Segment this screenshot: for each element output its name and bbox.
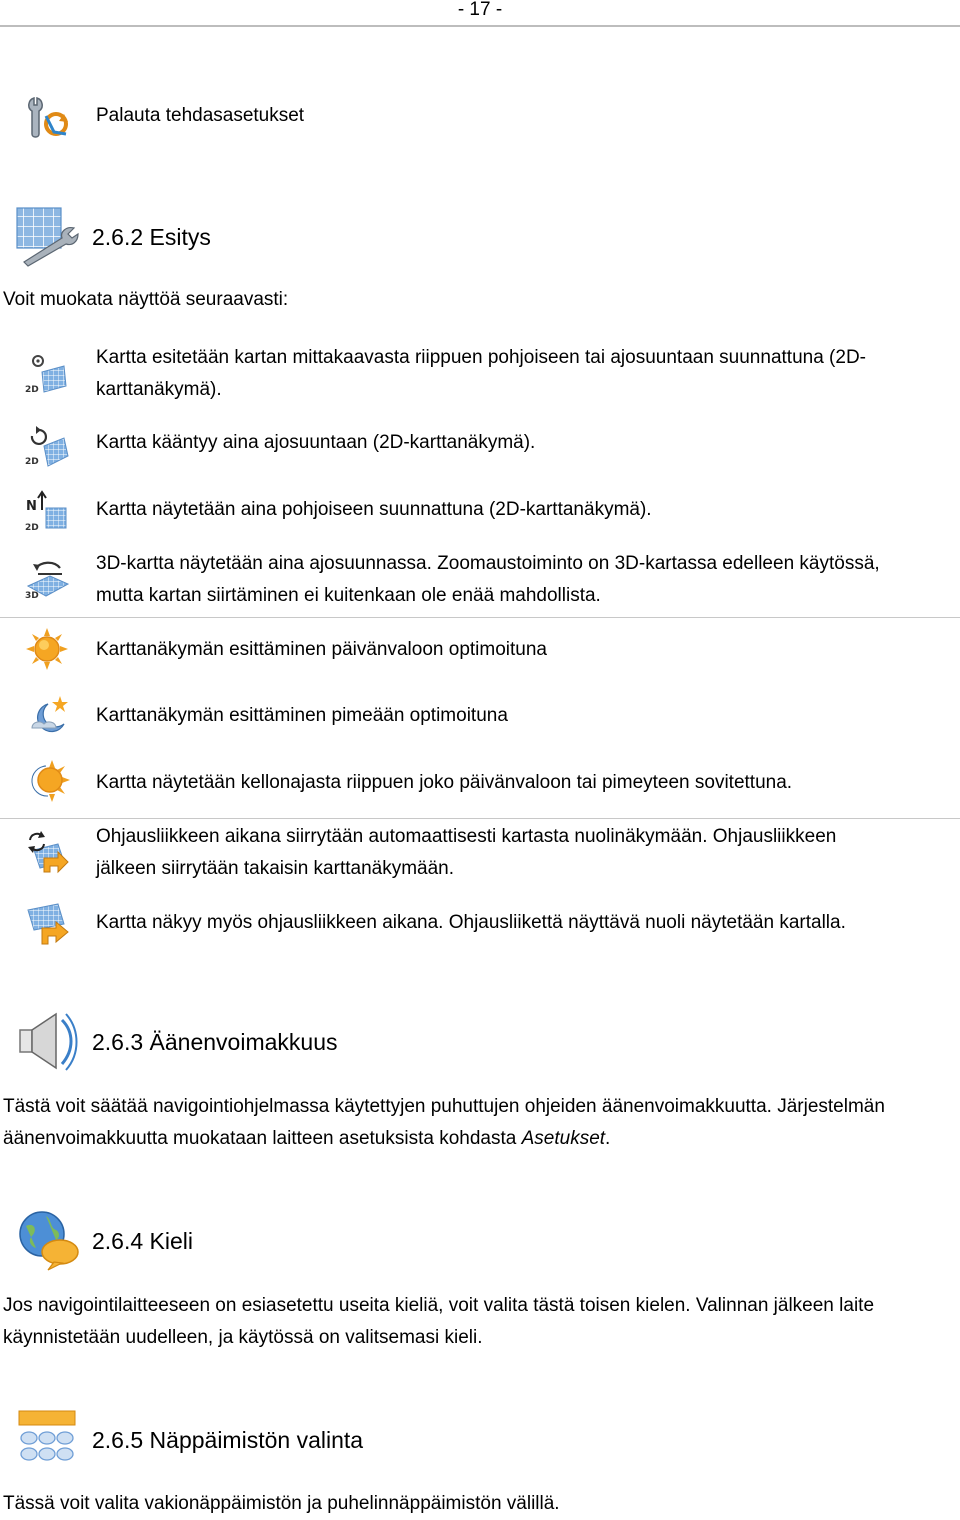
auto-arrow-view-icon[interactable] [24, 828, 70, 874]
keyboard-para-line1: Tässä voit valita vakionäppäimistön ja puhelinnäppäimistön välillä. [3, 1493, 560, 1514]
keyboard-icon [18, 1410, 78, 1466]
item-moon-line1: Karttanäkymän esittäminen pimeään optimoituna [96, 705, 508, 726]
wrench-reset-icon [24, 94, 70, 140]
item-2d-north-line1: Kartta näytetään aina pohjoiseen suunnattuna (2D-karttanäkymä). [96, 499, 652, 520]
item-sun-line1: Karttanäkymän esittäminen päivänvaloon optimoituna [96, 639, 547, 660]
volume-para-end: . [605, 1128, 611, 1149]
header-divider [0, 25, 960, 27]
svg-text:3D: 3D [25, 591, 39, 600]
moon-icon[interactable] [26, 694, 72, 738]
map-2d-rotate-icon[interactable] [24, 424, 70, 468]
divider [0, 617, 960, 618]
section-title-keyboard: 2.6.5 Näppäimistön valinta [92, 1427, 364, 1453]
section-title-language: 2.6.4 Kieli [92, 1228, 194, 1254]
volume-para-line1: Tästä voit säätää navigointiohjelmassa käytettyjen puhuttujen ohjeiden äänenvoimakkuutta. Järjestelmän [3, 1096, 885, 1117]
section-title-volume: 2.6.3 Äänenvoimakkuus [92, 1029, 338, 1055]
volume-para-line2 [3, 1123, 610, 1155]
svg-text:N: N [26, 499, 37, 514]
map-3d-icon[interactable] [24, 556, 70, 600]
svg-text:2D: 2D [25, 385, 39, 394]
item-autoarrow-line1: Ohjausliikkeen aikana siirrytään automaattisesti kartasta nuolinäkymään. Ohjausliikkeen [96, 826, 837, 847]
svg-text:2D: 2D [25, 457, 39, 467]
item-autoarrow-line2: jälkeen siirrytään takaisin karttanäkymään. [96, 858, 455, 879]
item-sunmoon-line1: Kartta näytetään kellonajasta riippuen joko päivänvaloon tai pimeyteen sovitettuna. [96, 772, 793, 793]
item-2d-auto-line1: Kartta esitetään kartan mittakaavasta riippuen pohjoiseen tai ajosuuntaan suunnattuna (2D- [96, 347, 866, 368]
map-2d-auto-icon[interactable] [24, 350, 68, 394]
grid-wrench-icon [14, 206, 80, 268]
item-3d-line2: mutta kartan siirtäminen ei kuitenkaan ole enää mahdollista. [96, 585, 601, 606]
globe-speech-icon [16, 1208, 80, 1272]
language-para-line1: Jos navigointilaitteeseen on esiasetettu useita kieliä, voit valita tästä toisen kielen. Valinnan jälkeen laite [3, 1295, 875, 1316]
sun-icon[interactable] [26, 628, 68, 670]
map-with-arrow-icon[interactable] [24, 900, 70, 946]
section-title-esitys: 2.6.2 Esitys [92, 224, 211, 250]
item-3d-line1: 3D-kartta näytetään aina ajosuunnassa. Zoomaustoiminto on 3D-kartassa edelleen käytössä, [96, 553, 880, 574]
settings-reference: Asetukset [521, 1128, 606, 1149]
map-2d-north-icon[interactable] [24, 490, 70, 532]
svg-text:2D: 2D [25, 523, 39, 532]
reset-label[interactable]: Palauta tehdasasetukset [96, 105, 305, 126]
volume-para-text: äänenvoimakkuutta muokataan laitteen asetuksista kohdasta [3, 1128, 522, 1149]
item-maparrow-line1: Kartta näkyy myös ohjausliikkeen aikana. Ohjausliikettä näyttävä nuoli näytetään kartalla. [96, 912, 846, 933]
speaker-icon [16, 1010, 78, 1072]
item-2d-auto-line2: karttanäkymä). [96, 379, 222, 400]
page-number: - 17 - [457, 0, 503, 20]
section-intro-esitys: Voit muokata näyttöä seuraavasti: [3, 289, 289, 310]
divider [0, 818, 960, 819]
language-para-line2: käynnistetään uudelleen, ja käytössä on valitsemasi kieli. [3, 1327, 483, 1348]
item-2d-rotate-line1: Kartta kääntyy aina ajosuuntaan (2D-karttanäkymä). [96, 432, 536, 453]
sun-moon-auto-icon[interactable] [26, 760, 70, 802]
